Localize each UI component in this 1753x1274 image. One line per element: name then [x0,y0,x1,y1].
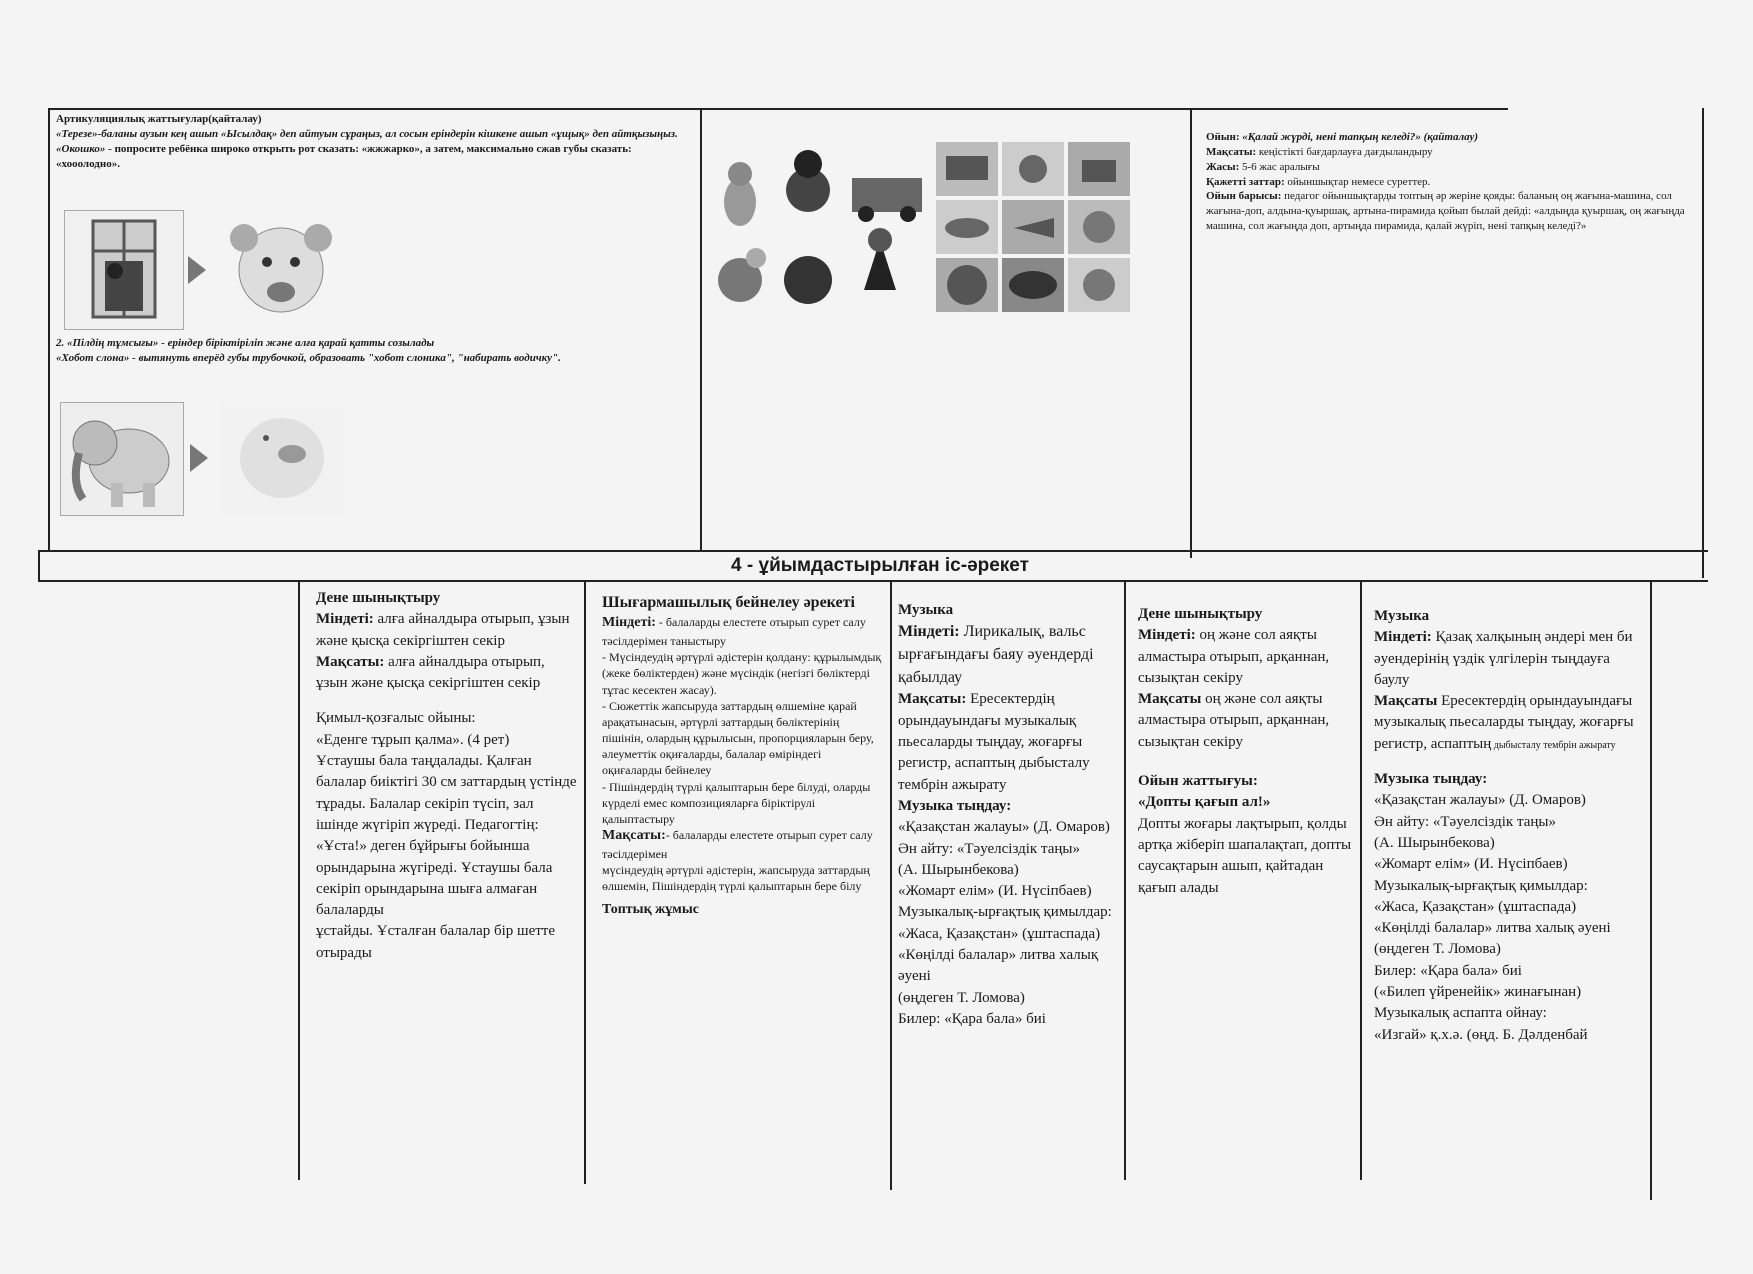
pe2-goal-line [1138,689,1356,753]
music1-line-6: «Жаса, Қазақстан» (ұштаспада) «Көңілді балалар» литва халық әуені [898,925,1101,985]
window-image [64,210,184,330]
table-left-border [48,108,50,550]
section-heading: 4 - ұйымдастырылған іс-әрекет [731,555,1029,576]
music1-line-2: Ән айту: «Тәуелсіздік таңы» [898,840,1080,857]
pe2-goal-label: Мақсаты [1138,691,1202,708]
game-age-label: Жасы: [1206,160,1240,173]
music2-goal-small: дыбысталу тембрін ажырату [1491,739,1616,751]
exercise-1-ru-name: «Окошко» [56,142,106,155]
music1-task-line [898,621,1120,689]
music2-task: Қазақ халқының әндері мен би әуендерінің үздік үлгілерін тыңдауға баулу [1374,629,1633,688]
pe1-title: Дене шынықтыру [316,590,441,606]
music2-goal-label: Мақсаты [1374,693,1438,710]
game-process: педагог ойыншықтарды топтың әр жеріне қояды: баланың оң жағына-машина, сол жағына-доп, алдына-қуыршақ, артына-пирамида қойып былай дейді: «алдыңда қуыршақ, оң жағыңда машина, сол жағыңда доп, артыңда пирамида, қалай жүріп, нені тапқың келеді?» [1206,190,1685,233]
pe1-task-label: Міндеті: [316,611,374,628]
pe1-task: алға айналдыра отырып, ұзын және қысқа секіргіштен секір [316,611,570,649]
music1-task-label: Міндеті: [898,623,960,641]
pe1-goal-label: Мақсаты: [316,653,385,670]
articulation-title: Артикуляциялық жаттығулар(қайталау) [56,113,262,125]
music2-line-5: Музыкалық-ырғақтық қимылдар: [1374,877,1588,894]
game-age: 5-6 жас аралығы [1239,160,1320,173]
pe1-goal-line [316,652,578,695]
music2-line-2: Ән айту: «Тәуелсіздік таңы» [1374,813,1556,830]
pe1-game-text: Ұстаушы бала таңдалады. Қалған балалар биіктігі 30 см заттардың үстінде тұрады. Балалар секіріп түсіп, зал ішінде жүгіріп жүреді. Педагогтің: «Ұста!» деген бұйрығы бойынша орындарына жүгіреді. Ұстаушы бала секіріп орындарына шыға алмаған балаларды [316,753,577,919]
game-materials: ойыншықтар немесе суреттер. [1284,175,1431,188]
game-goal: кеңістікті бағдарлауға дағдыландыру [1256,145,1433,158]
toys-image [710,140,930,310]
game-process-label: Ойын барысы: [1206,190,1282,203]
music1-line-8: Билер: «Қара бала» биі [898,1010,1046,1027]
music1-goal-line [898,689,1120,795]
art-goal: - балаларды елестете отырып сурет салу тәсілдерімен [602,828,873,862]
game-goal-label: Мақсаты: [1206,145,1257,158]
table-right-border [1702,108,1704,578]
arrow-1-icon [188,256,206,284]
game-title: «Қалай жүрді, нені тапқың келеді?» (қайталау) [1239,131,1479,143]
pe1-game-end: ұстайды. Ұсталған балалар бір шетте отырады [316,923,555,961]
music1-task: Лирикалық, вальс ырғағындағы баяу әуендерді қабылдау [898,623,1094,686]
music2-goal-line [1374,691,1648,755]
game-cell [1206,130,1696,234]
pe1-task-line [316,609,578,652]
art-body [602,614,882,919]
pe-column-1 [316,588,578,964]
music1-line-5: Музыкалық-ырғақтық қимылдар: [898,904,1112,921]
art-task-label: Міндеті: [602,615,656,631]
bottom-divider-2 [584,580,586,1184]
music1-goal-label: Мақсаты: [898,691,967,708]
exercise-1-ru-text: - попросите ребёнка широко открыть рот сказать: «жжжарко», а затем, максимально сжав губы сказать: «хооолодно». [56,142,632,170]
elephant-icon [61,403,183,515]
arrow-2-icon [190,444,208,472]
lips-image [222,402,344,514]
bear-face-icon [222,210,340,328]
music2-spacer [1374,755,1648,769]
pe2-task-line [1138,625,1356,689]
heading-bottom-line [38,580,1708,582]
music2-goal: Ересектердің орындауындағы музыкалық пьесаларды тыңдау, жоғарғы регистр, аспаптың [1374,693,1634,752]
music1-listen-label: Музыка тыңдау: [898,797,1012,814]
game-label: Ойын: [1206,131,1240,143]
music2-task-line [1374,627,1648,691]
pe2-ex-title: «Допты қағып ал!» [1138,794,1271,811]
bottom-divider-5 [1360,580,1362,1180]
game-age-line [1206,160,1696,175]
art-goal-line [602,827,882,862]
elephant-image [60,402,184,516]
music2-line-10: («Билеп үйренейік» жинағынан) [1374,984,1582,1001]
art-goal-label: Мақсаты: [602,828,666,844]
music2-listen-label: Музыка тыңдау: [1374,771,1488,788]
exercise-2-kz: 2. «Пілдің тұмсығы» - еріндер біріктіріліп және алға қарай қатты созылады [56,337,435,349]
pe2-ex-text: Допты жоғары лақтырып, қолды артқа жіберіп шапалақтап, допты саусақтарын ашып, қайтадан қағып алады [1138,815,1352,896]
art-task: - балаларды елестете отырып сурет салу тәсілдерімен таныстыру [602,615,866,648]
outer-left-border [38,550,40,580]
pe1-game-label: Қимыл-қозғалыс ойыны: [316,710,476,727]
art-title: Шығармашылық бейнелеу әрекеті [602,594,855,611]
music2-line-8: (өңдеген Т. Ломова) [1374,941,1501,958]
art-bullet-2: - Сюжеттік жапсыруда заттардың өлшеміне қарай арақатынасын, әртүрлі заттардың бөліктерінің пішінін, олардың құрылысын, пропорцияларын беру, әлеуметтік оқиғаларды, балалар өміріндегі оқиғаларды бейнелеу [602,698,874,778]
exercise-2-block [56,336,676,366]
music1-line-3: (А. Шырынбекова) [898,861,1019,878]
pe1-goal: алға айналдыра отырып, ұзын және қысқа секіргіштен секір [316,653,545,692]
music-column-2 [1374,606,1648,1046]
window-icon [65,211,183,329]
music2-line-4: «Жомарт елім» (И. Нүсіпбаев) [1374,856,1568,873]
game-line [1206,130,1696,145]
pe2-spacer [1138,753,1356,771]
game-materials-label: Қажетті заттар: [1206,175,1285,188]
bottom-divider-3 [890,580,892,1190]
top-divider-2 [1190,108,1192,558]
art-bullet-1: - Мүсіндеудің әртүрлі әдістерін қолдану: құрылымдық (жеке бөліктерден) және мүсіндік (негізгі бөліктерді тұтас кесектен жасау). [602,650,882,697]
bottom-divider-1 [298,580,300,1180]
bear-face-image [222,210,340,328]
music2-task-label: Міндеті: [1374,629,1432,646]
exercise-2-ru: «Хобот слона» - вытянуть вперёд губы трубочкой, образовать "хобот слоника", "набирать водичку". [56,351,561,364]
music2-line-6: «Жаса, Қазақстан» (ұштаспада) [1374,898,1577,915]
pe2-title: Дене шынықтыру [1138,606,1263,622]
art-goal-2: мүсіндеудің әртүрлі әдістерін, жапсыруда заттардың өлшемін, Пішіндердің түрлі қалыптарын бере білу [602,863,870,894]
toys-icon [710,140,930,310]
picture-grid [936,142,1130,312]
music2-line-7: «Көңілді балалар» литва халық әуені [1374,920,1611,937]
pe1-game-title: «Еденге тұрып қалма». (4 рет) [316,731,510,748]
music2-title: Музыка [1374,608,1430,624]
game-goal-line [1206,145,1696,160]
bottom-divider-4 [1124,580,1126,1180]
pe2-ex-label: Ойын жаттығуы: [1138,773,1258,790]
bottom-right-border [1650,580,1652,1200]
music2-line-9: Билер: «Қара бала» биі [1374,962,1522,979]
game-materials-line [1206,175,1696,190]
pe2-task: оң және сол аяқты алмастыра отырып, арқаннан, сызықтан секіру [1138,627,1330,686]
music2-line-3: (А. Шырынбекова) [1374,834,1495,851]
music1-goal: Ересектердің орындауындағы музыкалық пьесаларды тыңдау, жоғарғы регистр, аспаптың дыбысталу тембрін ажырату [898,691,1090,793]
music1-line-1: «Қазақстан жалауы» (Д. Омаров) [898,819,1110,836]
pe-column-2 [1138,604,1356,899]
music2-line-1: «Қазақстан жалауы» (Д. Омаров) [1374,792,1586,809]
art-bullet-3: - Пішіндердің түрлі қалыптарын бере білуді, оларды күрделі емес композицияларға біріктірулі қалыптастыру [602,779,871,827]
music1-line-7: (өңдеген Т. Ломова) [898,989,1025,1006]
table-top-border [48,108,1508,110]
pe2-task-label: Міндеті: [1138,627,1196,644]
game-process-line [1206,189,1696,234]
picture-grid-icon [936,142,1130,312]
pe1-spacer [316,694,578,708]
lips-icon [222,402,344,514]
music-column-1 [898,600,1120,1030]
pe2-goal: оң және сол аяқты алмастыра отырып, арқаннан, сызықтан секіру [1138,691,1330,750]
music2-line-11: Музыкалық аспапта ойнау: [1374,1005,1547,1022]
exercise-1-kz: «Терезе»-баланы аузын кең ашып «Ысылдақ» деп айтуын сұраңыз, ал сосын еріндерін кішкене ашып «ұщық» деп айтқызыңыз. [56,127,678,140]
art-group-work: Топтық жұмыс [602,901,699,917]
articulation-cell [56,112,692,171]
mid-horizontal-line [38,550,1708,552]
music1-title: Музыка [898,602,954,618]
art-task-line [602,614,882,649]
music2-line-12: «Изгай» қ.х.ә. (өңд. Б. Дәлденбай [1374,1026,1588,1043]
art-column [602,592,882,920]
top-divider-1 [700,108,702,550]
music1-line-4: «Жомарт елім» (И. Нүсіпбаев) [898,883,1092,900]
exercise-1-ru [56,142,692,172]
